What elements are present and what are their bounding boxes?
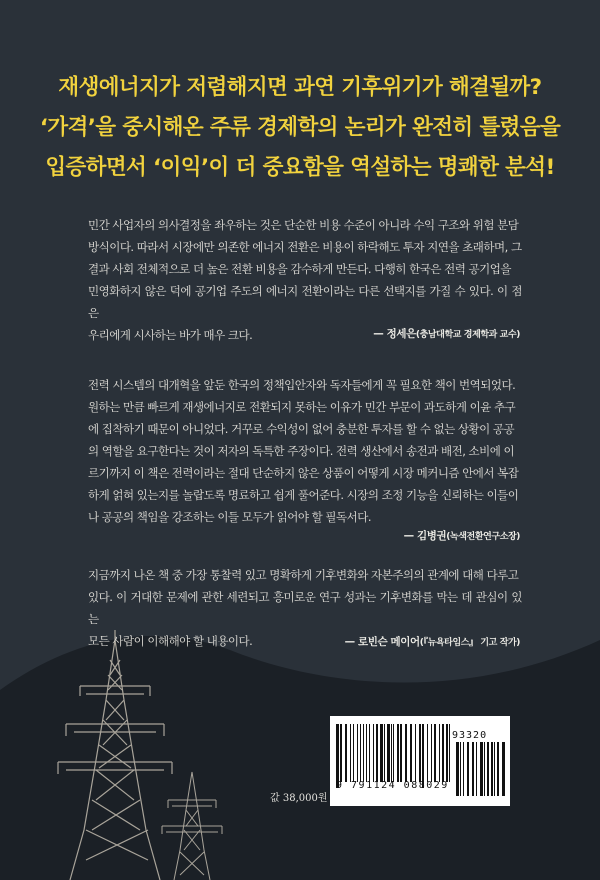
endorsement-line: 하게 얽혀 있는지를 놀랍도록 명료하고 쉽게 풀어준다. 시장의 조정 기능을 신뢰하는 이들이	[88, 488, 519, 502]
endorsement-line: 결과 사회 전체적으로 더 높은 전환 비용을 감수하게 만든다. 다행히 한국은 전력 공기업을	[88, 262, 511, 276]
barcode-bar	[350, 724, 351, 782]
endorsement-line: 방식이다. 따라서 시장에만 의존한 에너지 전환은 비용이 하락해도 투자 지연을 초래하며, 그	[88, 240, 522, 254]
barcode-bar	[422, 724, 424, 788]
barcode-addon-bar	[494, 742, 495, 796]
endorsement-line: 나 공공의 책임을 강조하는 이들 모두가 읽어야 할 필독서다.	[88, 510, 372, 524]
barcode-addon-bar	[460, 742, 461, 796]
barcode-bar	[419, 724, 421, 782]
endorser-affiliation: (녹색전환연구소장)	[446, 532, 520, 542]
barcode-bar	[415, 724, 416, 782]
barcode-bar	[366, 724, 367, 782]
barcode-bar	[353, 724, 354, 782]
barcode-bar	[449, 724, 450, 782]
barcode-bar	[405, 724, 407, 782]
barcode-bar	[360, 724, 361, 782]
barcode-addon-bar	[484, 742, 485, 796]
headline-line: ‘가격’을 중시해온 주류 경제학의 논리가 완전히 틀렸음을	[39, 115, 561, 140]
barcode-bar	[345, 724, 347, 782]
barcode-bar	[431, 724, 432, 782]
barcode-bar	[373, 724, 374, 782]
barcode-bar	[363, 724, 364, 782]
barcode-addon-bar	[472, 742, 474, 796]
barcode-bar	[434, 724, 436, 782]
barcode-addon-bar	[456, 742, 459, 796]
endorsement-line: 있다. 이 거대한 문제에 관한 세련되고 흥미로운 연구 성과는 기후변화를 막는 데 관심이 있는	[88, 590, 522, 626]
endorser-affiliation: (『뉴욕타임스』 기고 작가)	[419, 638, 520, 648]
endorsement-line: 민간 사업자의 의사결정을 좌우하는 것은 단순한 비용 수준이 아니라 수익 구조와 위험 분담	[88, 218, 519, 232]
barcode-addon-bar	[476, 742, 477, 796]
barcode-addon-bar	[487, 742, 489, 796]
barcode-addon-number: 93320	[452, 730, 488, 741]
headline-line: 입증하면서 ‘이익’이 더 중요함을 역설하는 명쾌한 분석!	[45, 155, 555, 180]
endorsement-line: 모든 사람이 이해해야 할 내용이다.	[88, 634, 253, 648]
barcode-bar	[400, 724, 402, 782]
endorsement-line: 원하는 만큼 빠르게 재생에너지로 전환되지 못하는 이유가 민간 부문이 과도하게 이윤 추구	[88, 400, 516, 414]
barcode-addon-bar	[497, 742, 499, 796]
price: 값 38,000원	[270, 793, 328, 804]
endorsement-2-attribution	[404, 528, 520, 543]
endorsement-line: 의 역할을 요구한다는 것이 저자의 독특한 주장이다. 전력 생산에서 송전과 배전, 소비에 이	[88, 444, 515, 458]
barcode-bar	[442, 724, 444, 782]
headline	[0, 68, 600, 188]
barcode-bar	[380, 724, 383, 782]
barcode-bar	[384, 724, 385, 782]
isbn-number: 9 791124 088029	[336, 780, 449, 791]
barcode-bar	[336, 724, 339, 788]
barcode-bar	[387, 724, 390, 782]
barcode-bar	[340, 724, 342, 782]
barcode-addon-bar	[463, 742, 464, 796]
dark-hill	[0, 636, 600, 880]
barcode-bar	[397, 724, 399, 782]
endorsement-line: 르기까지 이 책은 전력이라는 절대 단순하지 않은 상품이 어떻게 시장 메커니즘 안에서 복잡	[88, 466, 519, 480]
barcode-bar	[357, 724, 358, 782]
endorsement-line: 전력 시스템의 대개혁을 앞둔 한국의 정책입안자와 독자들에게 꼭 필요한 책이 번역되었다.	[88, 378, 516, 392]
endorsement-2-text	[88, 374, 522, 528]
barcode-addon-bar	[491, 742, 493, 796]
endorser-name: — 로빈슨 메이어	[344, 636, 420, 648]
endorsement-line: 지금까지 나온 책 중 가장 통찰력 있고 명확하게 기후변화와 자본주의의 관계에 대해 다루고	[88, 568, 519, 582]
endorsement-line: 에 집착하기 때문이 아니었다. 거꾸로 수익성이 없어 충분한 투자를 할 수 없는 상황이 공공	[88, 422, 515, 436]
barcode-bar	[369, 724, 370, 782]
barcode-bar	[376, 724, 378, 782]
endorsement-line: 우리에게 시사하는 바가 매우 크다.	[88, 328, 253, 342]
barcode-bar	[391, 724, 392, 782]
endorser-name: — 정세은	[373, 328, 416, 340]
endorser-affiliation: (충남대학교 경제학과 교수)	[415, 330, 520, 340]
endorsement-1-attribution	[373, 326, 520, 341]
barcode-bar	[393, 724, 394, 782]
barcode-bar	[410, 724, 412, 782]
endorser-name: — 김병권	[403, 530, 447, 542]
barcode-addon-bar	[467, 742, 469, 796]
endorsement-3-attribution	[345, 634, 520, 649]
barcode-bar	[446, 724, 448, 782]
barcode-bar	[427, 724, 428, 782]
barcode-addon-bar	[502, 742, 505, 796]
barcode-bar	[439, 724, 440, 782]
barcode-addon-bar	[480, 742, 483, 796]
endorsement-line: 민영화하지 않은 덕에 공기업 주도의 에너지 전환이라는 다른 선택지를 가질 수 있다. 이 점은	[88, 284, 522, 320]
headline-line: 재생에너지가 저렴해지면 과연 기후위기가 해결될까?	[58, 75, 542, 100]
